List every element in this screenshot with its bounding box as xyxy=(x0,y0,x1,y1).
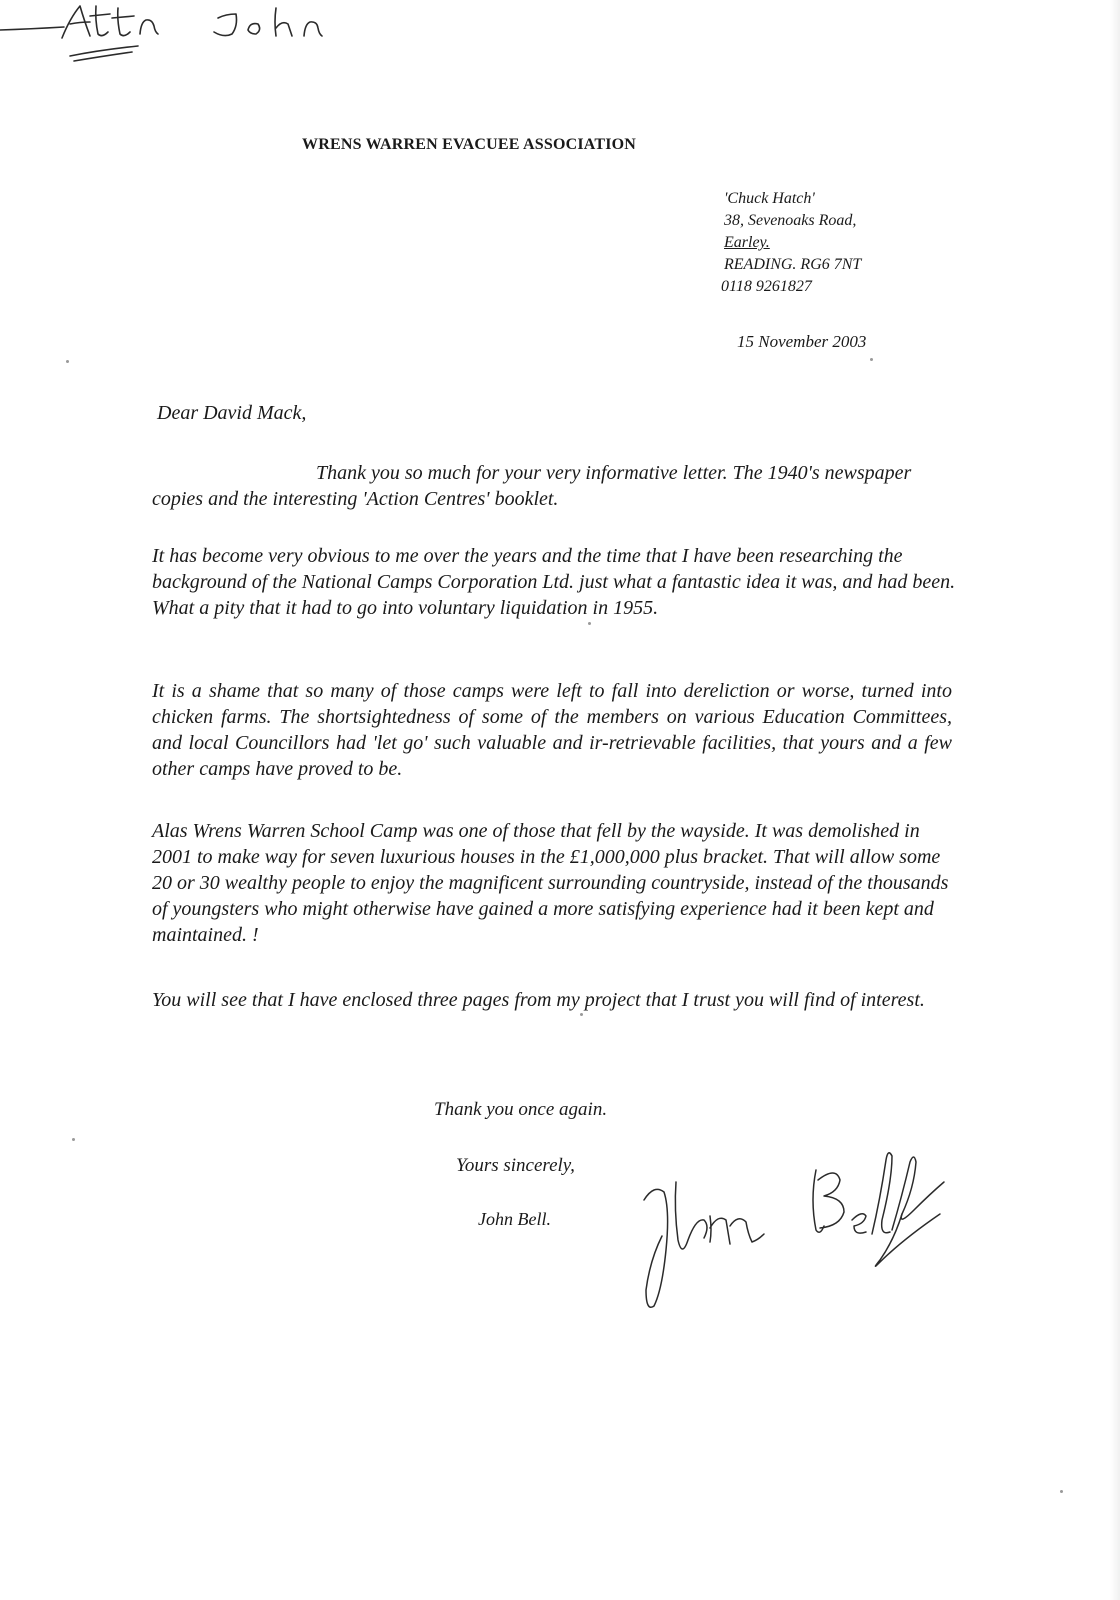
closing-valediction: Yours sincerely, xyxy=(456,1155,575,1176)
scan-speck xyxy=(1060,1490,1063,1493)
letter-date: 15 November 2003 xyxy=(737,332,867,351)
address-house-name: 'Chuck Hatch' xyxy=(724,190,815,207)
body-paragraph: It is a shame that so many of those camps were left to fall into dereliction or worse, turned into chicken farms. The shortsightedness of some of the members on various Education Committees, and local Councillors had 'let go' such valuable and ir-retrievable facilities, that yours and a few other camps have proved to be. xyxy=(152,680,952,780)
closing-thanks: Thank you once again. xyxy=(434,1099,608,1120)
letterhead-title: WRENS WARREN EVACUEE ASSOCIATION xyxy=(302,136,637,153)
scan-speck xyxy=(588,622,591,625)
body-paragraph: Alas Wrens Warren School Camp was one of those that fell by the wayside. It was demolished in 2001 to make way for seven luxurious houses in the £1,000,000 plus bracket. That will allow some 20 or 30 wealthy people to enjoy the magnificent surrounding countryside, instead of the thousands of youngsters who might otherwise have gained a more satisfying experience had it been kept and maintained. ! xyxy=(152,820,949,946)
body-paragraph: It has become very obvious to me over the years and the time that I have been researching the background of the National Camps Corporation Ltd. just what a fantastic idea it was, and had been. What a pity that it had to go into voluntary liquidation in 1955. xyxy=(152,545,956,619)
scan-edge-shadow xyxy=(1110,0,1120,1600)
closing-signatory: John Bell. xyxy=(478,1209,551,1229)
salutation: Dear David Mack, xyxy=(157,402,307,424)
scan-speck xyxy=(580,1013,583,1016)
address-town-postcode: READING. RG6 7NT xyxy=(724,256,862,273)
handwritten-annotation xyxy=(0,0,380,80)
scan-speck xyxy=(66,360,69,363)
body-paragraph: Thank you so much for your very informative letter. The 1940's newspaper copies and the interesting 'Action Centres' booklet. xyxy=(152,462,912,510)
scan-speck xyxy=(870,358,873,361)
handwritten-signature xyxy=(640,1140,970,1320)
address-phone: 0118 9261827 xyxy=(721,278,812,295)
address-street: 38, Sevenoaks Road, xyxy=(724,212,857,229)
sender-address xyxy=(721,188,862,298)
scan-speck xyxy=(72,1138,75,1141)
address-locality: Earley. xyxy=(724,234,770,251)
body-paragraph: You will see that I have enclosed three pages from my project that I trust you will find of interest. xyxy=(152,989,925,1011)
